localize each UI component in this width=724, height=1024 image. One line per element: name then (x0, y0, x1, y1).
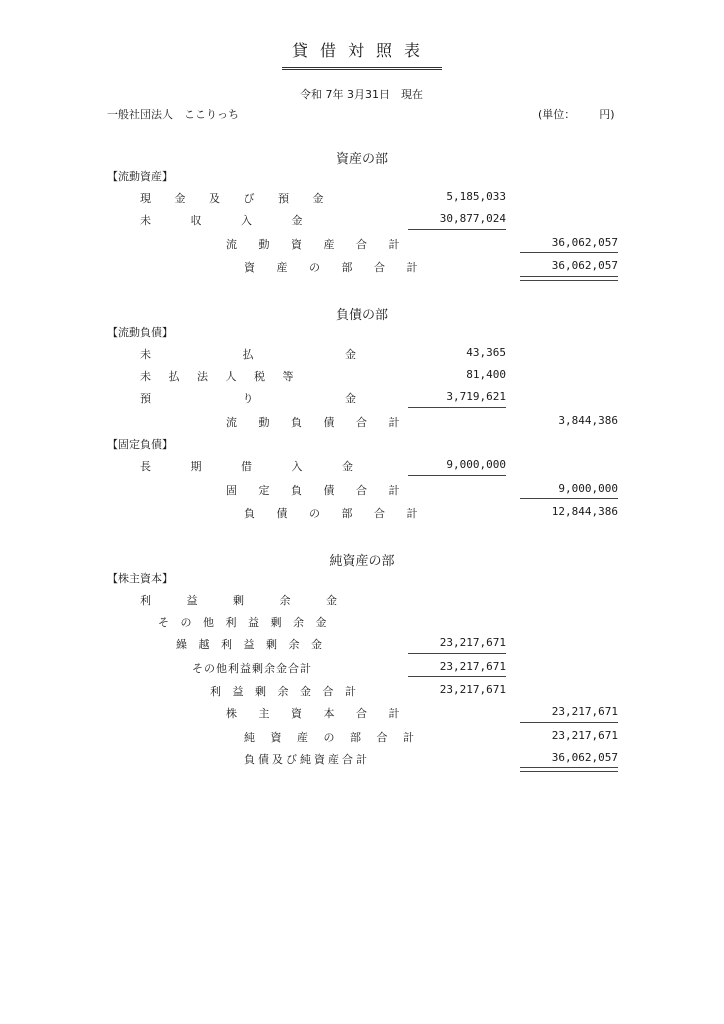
subtotal-rule (408, 229, 506, 230)
equity-value: 23,217,671 (439, 683, 506, 696)
total-row (0, 410, 724, 432)
net-assets-heading: 純資産の部 (329, 554, 395, 569)
unit-label: (単位： (538, 108, 576, 121)
shareholders-equity-label: 【株主資本】 (107, 572, 173, 585)
current-assets-total: 36,062,057 (551, 236, 618, 249)
grand-total-rule (520, 767, 618, 772)
current-liabilities-label: 【流動負債】 (107, 326, 173, 339)
equity-value: 23,217,671 (439, 636, 506, 649)
unit-note (538, 106, 615, 122)
report-date: 令和 7年 3月31日 現在 (300, 88, 423, 101)
subtotal-rule (520, 252, 618, 253)
fixed-liabilities-label: 【固定負債】 (107, 438, 173, 451)
equity-label: そ の 他 利 益 剰 余 金 (158, 616, 331, 629)
liabilities-total: 12,844,386 (551, 505, 618, 518)
current-liabilities-total-label: 流 動 負 債 合 計 (226, 416, 409, 429)
net-assets-total: 23,217,671 (551, 729, 618, 742)
liabilities-total-label: 負 債 の 部 合 計 (244, 507, 427, 520)
subtotal-rule (520, 722, 618, 723)
liability-row (0, 454, 724, 476)
subtotal-rule (408, 653, 506, 654)
asset-value: 30,877,024 (439, 212, 506, 225)
total-row (0, 701, 724, 723)
liability-value: 9,000,000 (446, 458, 506, 471)
equity-label: 繰 越 利 益 剰 余 金 (176, 638, 326, 651)
equity-row (0, 610, 724, 632)
liability-row (0, 364, 724, 386)
liability-value: 3,719,621 (446, 390, 506, 403)
equity-row (0, 656, 724, 678)
grand-total: 36,062,057 (551, 751, 618, 764)
capital-total: 23,217,671 (551, 705, 618, 718)
liability-label: 預 り 金 (140, 392, 400, 405)
subtotal-rule (520, 498, 618, 499)
total-row (0, 501, 724, 523)
liability-label: 未 払 法 人 税 等 (140, 370, 301, 383)
total-row (0, 725, 724, 747)
liability-row (0, 386, 724, 408)
total-row (0, 232, 724, 254)
asset-row (0, 208, 724, 230)
current-assets-label: 【流動資産】 (107, 170, 173, 183)
equity-row (0, 632, 724, 654)
equity-value: 23,217,671 (439, 660, 506, 673)
grand-total-rule (520, 276, 618, 281)
capital-total-label: 株 主 資 本 合 計 (226, 707, 409, 720)
asset-label: 現 金 及 び 預 金 (140, 192, 334, 205)
equity-label: 利 益 剰 余 金 合 計 (210, 685, 360, 698)
total-row (0, 747, 724, 769)
equity-label: その他利益剰余金合計 (192, 662, 312, 675)
subtotal-rule (408, 475, 506, 476)
company-name: 一般社団法人 ここりっち (107, 108, 239, 121)
liability-label: 長 期 借 入 金 (140, 460, 371, 473)
asset-value: 5,185,033 (446, 190, 506, 203)
total-row (0, 255, 724, 277)
current-liabilities-total: 3,844,386 (558, 414, 618, 427)
assets-total-label: 資 産 の 部 合 計 (244, 261, 427, 274)
liability-label: 未 払 金 (140, 348, 400, 361)
asset-row (0, 186, 724, 208)
liabilities-heading: 負債の部 (335, 308, 388, 323)
fixed-liabilities-total: 9,000,000 (558, 482, 618, 495)
unit-value: 円) (599, 108, 615, 121)
asset-label: 未 収 入 金 (140, 214, 321, 227)
assets-total: 36,062,057 (551, 259, 618, 272)
liability-value: 43,365 (466, 346, 506, 359)
equity-label: 利 益 剰 余 金 (140, 594, 353, 607)
net-assets-total-label: 純 資 産 の 部 合 計 (244, 731, 420, 744)
total-row (0, 478, 724, 500)
liability-row (0, 342, 724, 364)
subtotal-rule (408, 407, 506, 408)
fixed-liabilities-total-label: 固 定 負 債 合 計 (226, 484, 409, 497)
document-title: 貸借対照表 (282, 38, 442, 70)
current-assets-total-label: 流 動 資 産 合 計 (226, 238, 409, 251)
equity-row (0, 588, 724, 610)
assets-heading: 資産の部 (335, 152, 388, 167)
grand-total-label: 負債及び純資産合計 (244, 753, 370, 766)
equity-row (0, 679, 724, 701)
liability-value: 81,400 (466, 368, 506, 381)
subtotal-rule (408, 676, 506, 677)
